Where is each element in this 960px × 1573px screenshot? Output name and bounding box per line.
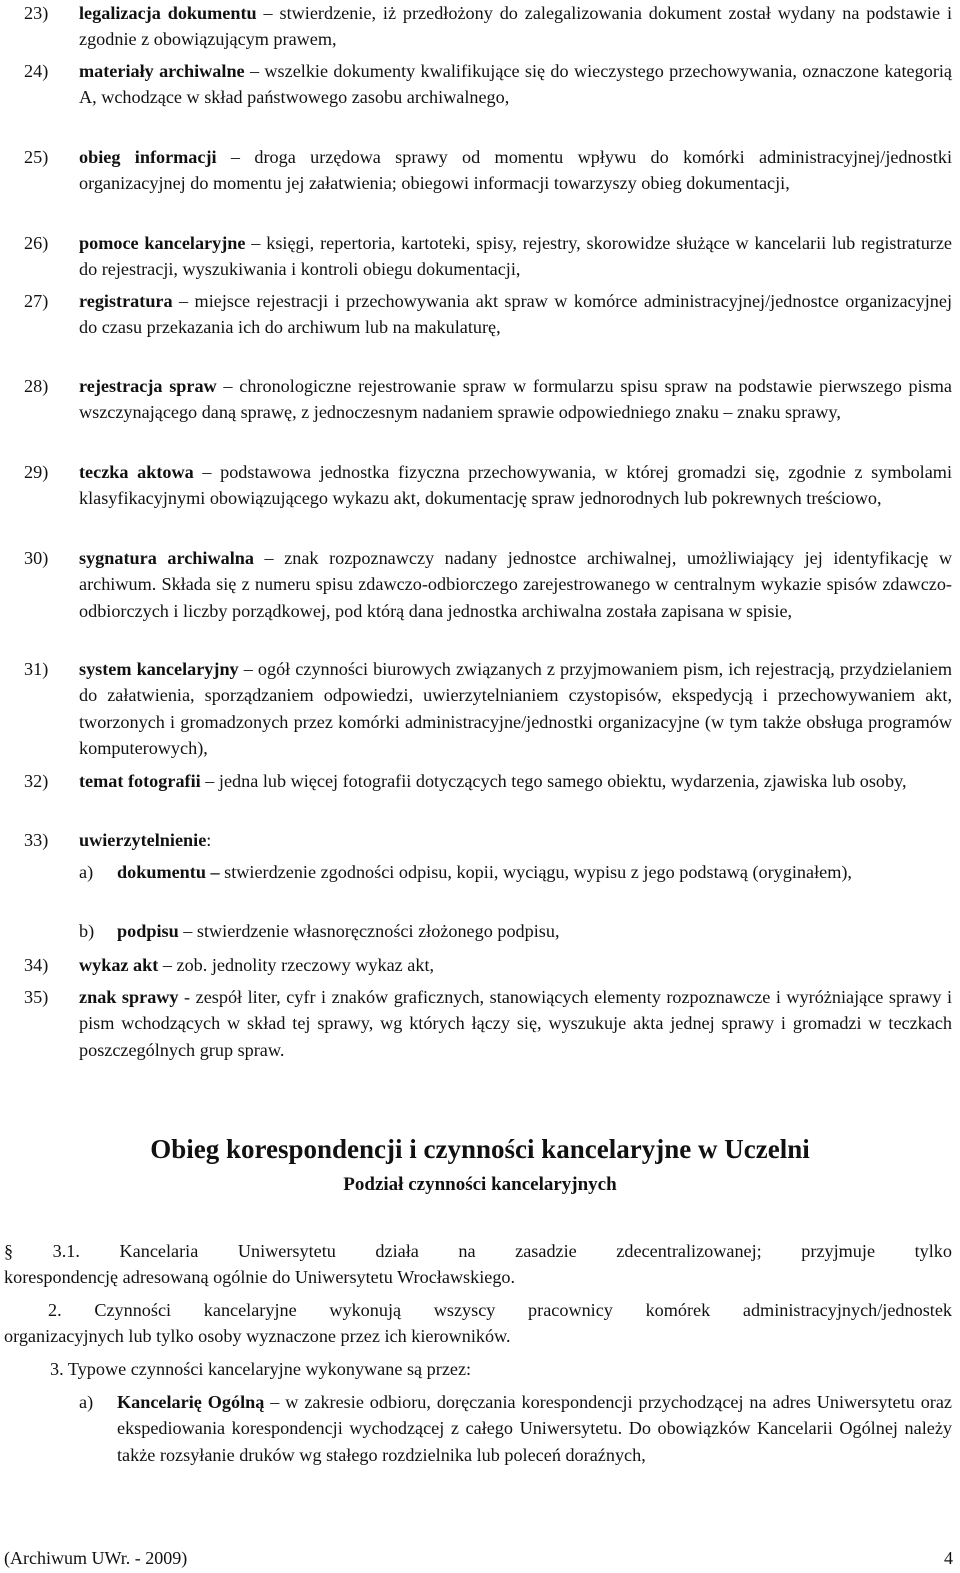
definition-number: 26) — [24, 233, 49, 253]
definition-body: – księgi, repertoria, kartoteki, spisy, rejestry, skorowidze służące w kancelarii lub registraturze do rejestracji, wyszukiwania i kontroli obiegu dokumentacji, — [79, 233, 952, 280]
definition-body: – miejsce rejestracji i przechowywania akt spraw w komórce administracyjnej/jednostce organizacyjnej do czasu przekazania ich do archiwum lub na makulaturę, — [79, 291, 952, 338]
definition-term: pomoce kancelaryjne — [79, 233, 246, 253]
definition-item — [24, 230, 952, 283]
sub-item-body: – w zakresie odbioru, doręczania korespondencji przychodzącej na adres Uniwersytetu oraz ekspediowania korespondencji wychodzącej z całego Uniwersytetu. Do obowiązków Kancelarii Ogólnej należy także rozsyłanie druków wg stałego rozdzielnika lub poleceń doraźnych, — [117, 1392, 952, 1465]
definition-item — [24, 144, 952, 197]
sub-item-term: podpisu — [117, 921, 179, 941]
definition-number: 23) — [24, 3, 49, 23]
paragraph-lead: § 3.1. Kancelaria Uniwersytetu działa na zasadzie zdecentralizowanej; przyjmuje tylko — [4, 1241, 952, 1261]
definition-number: 25) — [24, 147, 49, 167]
definition-number: 35) — [24, 987, 49, 1007]
definition-term: obieg informacji — [79, 147, 217, 167]
definition-body: – chronologiczne rejestrowanie spraw w formularzu spisu spraw na podstawie pierwszego pisma wszczynającego daną sprawę, z jednoczesnym nadaniem sprawie odpowiedniego znaku – znaku sprawy, — [79, 376, 952, 423]
sub-item-term: Kancelarię Ogólną — [117, 1392, 265, 1412]
definition-number: 31) — [24, 659, 49, 679]
definition-number: 29) — [24, 462, 49, 482]
sub-item — [79, 1389, 952, 1468]
definition-term: wykaz akt — [79, 955, 159, 975]
definition-text — [79, 952, 952, 978]
paragraph-rest: organizacyjnych lub tylko osoby wyznaczone przez ich kierowników. — [4, 1326, 511, 1347]
definition-number: 24) — [24, 61, 49, 81]
definition-term: legalizacja dokumentu — [79, 3, 257, 23]
definition-term: znak sprawy — [79, 987, 179, 1007]
paragraph-3: 3. Typowe czynności kancelaryjne wykonywane są przez: — [50, 1359, 472, 1379]
sub-item — [79, 859, 952, 885]
definition-text — [79, 58, 952, 111]
sub-item-text — [117, 918, 952, 944]
definition-item — [24, 827, 952, 853]
definition-number: 34) — [24, 955, 49, 975]
definition-number: 27) — [24, 291, 49, 311]
sub-item-letter: b) — [79, 921, 95, 941]
definition-term: registratura — [79, 291, 173, 311]
page-number: 4 — [944, 1548, 953, 1568]
definition-text — [79, 545, 952, 624]
definition-term: sygnatura archiwalna — [79, 548, 254, 568]
definition-item — [24, 768, 952, 794]
paragraph-2 — [4, 1297, 952, 1350]
definition-number: 33) — [24, 830, 49, 850]
definition-text — [79, 0, 952, 53]
section-subtitle: Podział czynności kancelaryjnych — [343, 1174, 617, 1195]
sub-item-body: – stwierdzenie własnoręczności złożonego podpisu, — [178, 921, 560, 941]
definition-item — [24, 545, 952, 624]
definition-body: – podstawowa jednostka fizyczna przechowywania, w której gromadzi się, zgodnie z symbolami klasyfikacyjnymi obowiązującego wykazu akt, dokumentację spraw jednorodnych lub pokrewnych treściowo, — [79, 462, 952, 509]
definition-number: 28) — [24, 376, 49, 396]
definition-number: 32) — [24, 771, 49, 791]
definition-body: – stwierdzenie, iż przedłożony do zalegalizowania dokument został wydany na podstawie i zgodnie z obowiązującym prawem, — [79, 3, 952, 50]
definition-item — [24, 373, 952, 426]
definition-body: – ogół czynności biurowych związanych z przyjmowaniem pism, ich rejestracją, przydzielaniem do załatwienia, sporządzaniem odpowiedzi, uwierzytelnianiem czystopisów, ekspedycją i przechowywaniem akt, tworzonych i gromadzonych przez komórki administracyjne/jednostki organizacyjne (w tym także obsługa programów komputerowych), — [79, 659, 952, 758]
paragraph-rest: korespondencję adresowaną ogólnie do Uniwersytetu Wrocławskiego. — [4, 1267, 516, 1288]
definition-item — [24, 459, 952, 512]
definition-body: - zespół liter, cyfr i znaków graficznych, stanowiących elementy rozpoznawcze i wyróżniające sprawy i pism wchodzących w skład tej sprawy, wg których łączy się, wyszukuje akta jednej sprawy i gromadzi w teczkach poszczególnych grup spraw. — [79, 987, 952, 1060]
definition-text — [79, 144, 952, 197]
definition-body: – droga urzędowa sprawy od momentu wpływu do komórki administracyjnej/jednostki organizacyjnej do momentu jej załatwienia; obiegowi informacji towarzyszy obieg dokumentacji, — [79, 147, 952, 194]
definition-text — [79, 827, 952, 853]
sub-item-text — [117, 859, 952, 885]
definition-term: system kancelaryjny — [79, 659, 239, 679]
definition-item — [24, 288, 952, 341]
definition-body: – wszelkie dokumenty kwalifikujące się do wieczystego przechowywania, oznaczone kategorią A, wchodzące w skład państwowego zasobu archiwalnego, — [79, 61, 953, 108]
definition-item — [24, 58, 952, 111]
sub-item-text — [117, 1389, 952, 1468]
definition-item — [24, 984, 952, 1063]
definition-number: 30) — [24, 548, 49, 568]
definition-term: teczka aktowa — [79, 462, 194, 482]
definition-item — [24, 0, 952, 53]
paragraph-lead: 2. Czynności kancelaryjne wykonują wszyscy pracownicy komórek administracyjnych/jednostek — [48, 1300, 952, 1320]
definition-term: materiały archiwalne — [79, 61, 245, 81]
definition-text — [79, 459, 952, 512]
sub-item-body: stwierdzenie zgodności odpisu, kopii, wyciągu, wypisu z jego podstawą (oryginałem), — [219, 862, 852, 882]
definition-text — [79, 288, 952, 341]
definition-body: – jedna lub więcej fotografii dotyczących tego samego obiektu, wydarzenia, zjawiska lub osoby, — [200, 771, 907, 791]
definition-item — [24, 952, 952, 978]
definition-text — [79, 373, 952, 426]
sub-item-letter: a) — [79, 1392, 94, 1412]
definition-term: uwierzytelnienie — [79, 830, 207, 850]
paragraph-3-1 — [4, 1238, 952, 1291]
definition-item — [24, 656, 952, 761]
definition-text — [79, 768, 952, 794]
definition-term: temat fotografii — [79, 771, 201, 791]
sub-item-term: dokumentu – — [117, 862, 220, 882]
definition-body: – zob. jednolity rzeczowy wykaz akt, — [158, 955, 435, 975]
sub-item — [79, 918, 952, 944]
footer-source: (Archiwum UWr. - 2009) — [4, 1548, 188, 1568]
section-title: Obieg korespondencji i czynności kancelaryjne w Uczelni — [150, 1134, 810, 1164]
definition-text — [79, 984, 952, 1063]
sub-item-letter: a) — [79, 862, 94, 882]
definition-body: : — [206, 830, 212, 850]
definition-term: rejestracja spraw — [79, 376, 217, 396]
definition-text — [79, 656, 952, 761]
definition-text — [79, 230, 952, 283]
definition-body: – znak rozpoznawczy nadany jednostce archiwalnej, umożliwiający jej identyfikację w archiwum. Składa się z numeru spisu zdawczo-odbiorczego zarejestrowanego w centralnym wykazie spisów zdawczo-odbiorczych i liczby porządkowej, pod którą dana jednostka archiwalna została zapisana w spisie, — [79, 548, 952, 621]
